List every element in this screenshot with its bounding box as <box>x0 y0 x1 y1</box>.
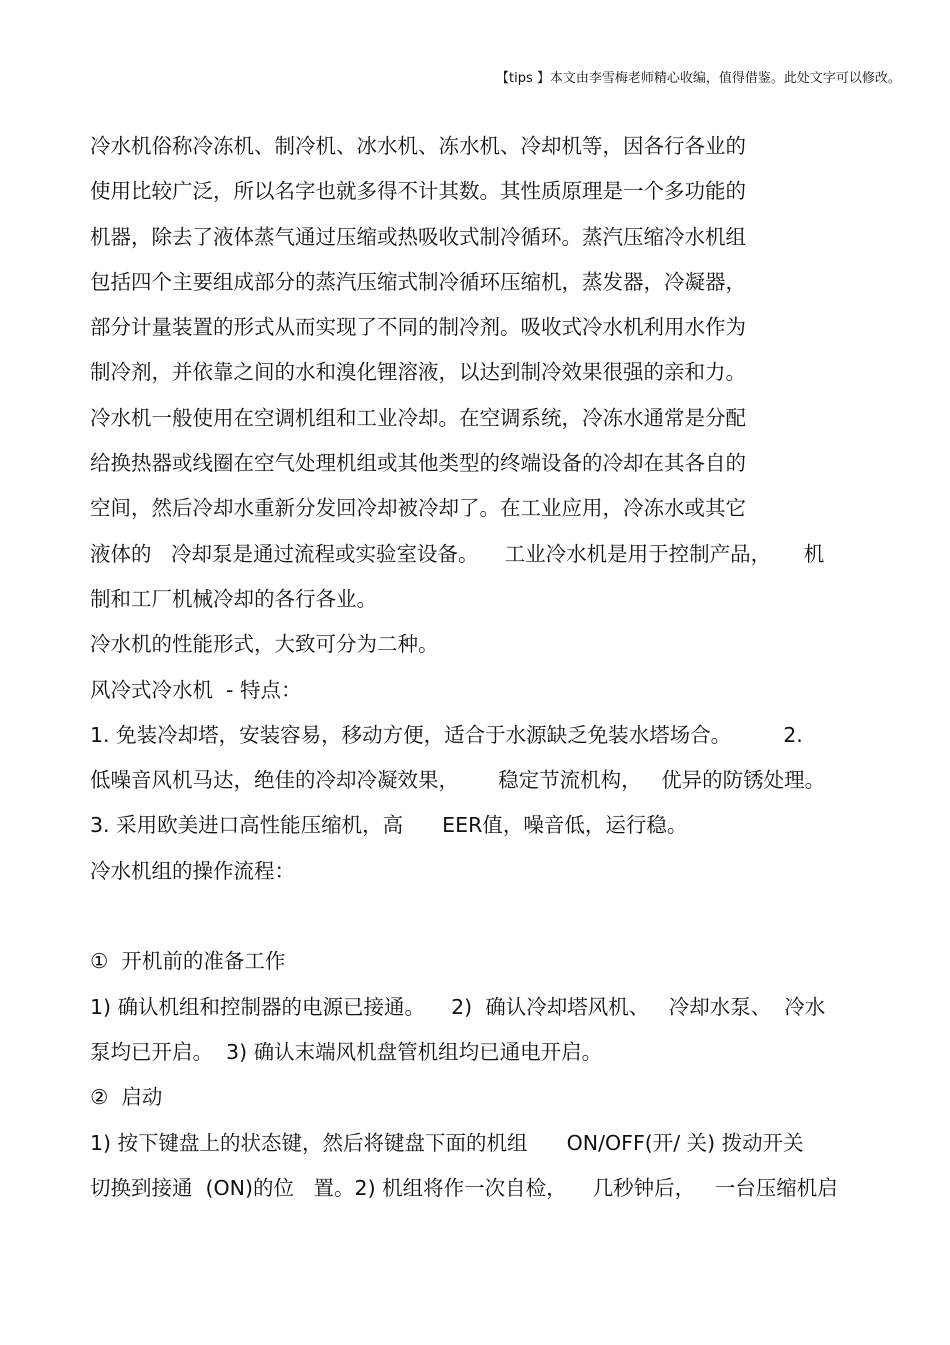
paragraph-line: 制冷剂，并依靠之间的水和溴化锂溶液，以达到制冷效果很强的亲和力。 <box>90 360 746 385</box>
step-heading-startup: ② 启动 <box>90 1085 163 1110</box>
feature-line: 3. 采用欧美进口高性能压缩机，高 EER值，噪音低，运行稳。 <box>90 813 688 838</box>
paragraph-line: 给换热器或线圈在空气处理机组或其他类型的终端设备的冷却在其各自的 <box>90 451 746 476</box>
step-line: 泵均已开启。 3) 确认末端风机盘管机组均已通电开启。 <box>90 1039 603 1064</box>
document-body <box>90 124 880 1211</box>
paragraph-line: 使用比较广泛，所以名字也就多得不计其数。其性质原理是一个多功能的 <box>90 179 746 204</box>
paragraph-line: 冷水机俗称冷冻机、制冷机、冰水机、冻水机、冷却机等，因各行各业的 <box>90 134 746 158</box>
paragraph-line: 冷水机一般使用在空调机组和工业冷却。在空调系统，冷冻水通常是分配 <box>90 405 746 430</box>
paragraph-line: 包括四个主要组成部分的蒸汽压缩式制冷循环压缩机，蒸发器，冷凝器， <box>90 269 746 294</box>
section-heading-air-cooled: 风冷式冷水机 - 特点： <box>90 677 302 702</box>
step-line: 1) 确认机组和控制器的电源已接通。 2) 确认冷却塔风机、 冷却水泵、 冷水 <box>90 994 826 1019</box>
paragraph-line: 部分计量装置的形式从而实现了不同的制冷剂。吸收式冷水机利用水作为 <box>90 315 746 340</box>
feature-line: 低噪音风机马达，绝佳的冷却冷凝效果， 稳定节流机构， 优异的防锈处理。 <box>90 768 826 793</box>
paragraph-line: 机器，除去了液体蒸气通过压缩或热吸收式制冷循环。蒸汽压缩冷水机组 <box>90 224 746 249</box>
blank-line <box>90 894 880 939</box>
paragraph-line: 冷水机的性能形式，大致可分为二种。 <box>90 632 439 657</box>
paragraph-line: 空间，然后冷却水重新分发回冷却被冷却了。在工业应用，冷冻水或其它 <box>90 496 746 521</box>
step-line: 1) 按下键盘上的状态键，然后将键盘下面的机组 ON/OFF(开/ 关) 拨动开关 <box>90 1130 804 1155</box>
step-line: 切换到接通 (ON)的位 置。2) 机组将作一次自检， 几秒钟后， 一台压缩机启 <box>90 1175 838 1200</box>
feature-line: 1. 免装冷却塔，安装容易，移动方便，适合于水源缺乏免装水塔场合。 2. <box>90 722 803 747</box>
paragraph-line: 制和工厂机械冷却的各行各业。 <box>90 586 377 611</box>
tips-header-note: 【tips 】本文由李雪梅老师精心收编，值得借鉴。此处文字可以修改。 <box>496 71 901 86</box>
section-heading-operation: 冷水机组的操作流程： <box>90 858 295 883</box>
step-heading-preparation: ① 开机前的准备工作 <box>90 949 286 974</box>
paragraph-line: 液体的 冷却泵是通过流程或实验室设备。 工业冷水机是用于控制产品， 机 <box>90 541 825 566</box>
